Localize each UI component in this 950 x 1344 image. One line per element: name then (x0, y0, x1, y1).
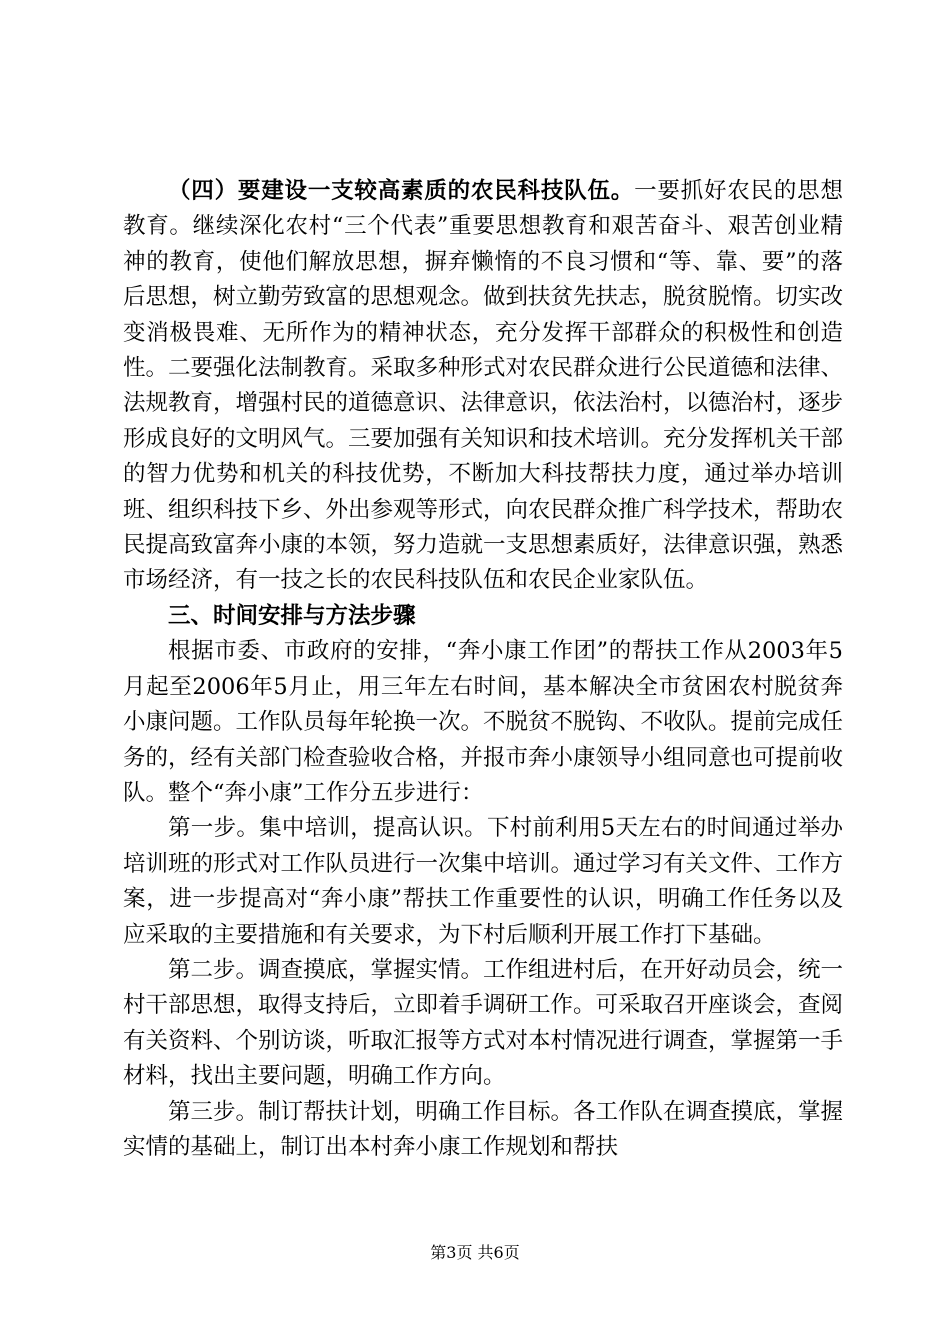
paragraph-four-body: 一要抓好农民的思想教育。继续深化农村“三个代表”重要思想教育和艰苦奋斗、艰苦创业精神的教育，使他们解放思想，摒弃懒惰的不良习惯和“等、靠、要”的落后思想，树立勤劳致富的思想观念。做到扶贫先扶志，脱贫脱惰。切实改变消极畏难、无所作为的精神状态，充分发挥干部群众的积极性和创造性。二要强化法制教育。采取多种形式对农民群众进行公民道德和法律、法规教育，增强村民的道德意识、法律意识，依法治村，以德治村，逐步形成良好的文明风气。三要加强有关知识和技术培训。充分发挥机关干部的智力优势和机关的科技优势，不断加大科技帮扶力度，通过举办培训班、组织科技下乡、外出参观等形式，向农民群众推广科学技术，帮助农民提高致富奔小康的本领，努力造就一支思想素质好，法律意识强，熟悉市场经济，有一技之长的农民科技队伍和农民企业家队伍。 (123, 178, 844, 594)
page-footer: 第3页 共6页 (430, 1243, 520, 1262)
step-one-paragraph: 第一步。集中培训，提高认识。下村前利用5天左右的时间通过举办培训班的形式对工作队员进行一次集中培训。通过学习有关文件、工作方案，进一步提高对“奔小康”帮扶工作重要性的认识，明确工作任务以及应采取的主要措施和有关要求，为下村后顺利开展工作打下基础。 (123, 815, 844, 948)
section-three-intro: 根据市委、市政府的安排，“奔小康工作团”的帮扶工作从2003年5月起至2006年5月止，用三年左右时间，基本解决全市贫困农村脱贫奔小康问题。工作队员每年轮换一次。不脱贫不脱钩、不收队。提前完成任务的，经有关部门检查验收合格，并报市奔小康领导小组同意也可提前收队。整个“奔小康”工作分五步进行： (123, 638, 844, 806)
paragraph-four-lead: （四）要建设一支较高素质的农民科技队伍。 (168, 178, 635, 204)
section-three-heading: 三、时间安排与方法步骤 (168, 602, 416, 629)
step-three-paragraph: 第三步。制订帮扶计划，明确工作目标。各工作队在调查摸底，掌握实情的基础上，制订出本村奔小康工作规划和帮扶 (123, 1098, 844, 1160)
document-body (123, 174, 843, 1165)
paragraph-four (123, 174, 843, 599)
step-two-paragraph: 第二步。调查摸底，掌握实情。工作组进村后，在开好动员会，统一村干部思想，取得支持后，立即着手调研工作。可采取召开座谈会，查阅有关资料、个别访谈，听取汇报等方式对本村情况进行调查，掌握第一手材料，找出主要问题，明确工作方向。 (123, 956, 844, 1090)
